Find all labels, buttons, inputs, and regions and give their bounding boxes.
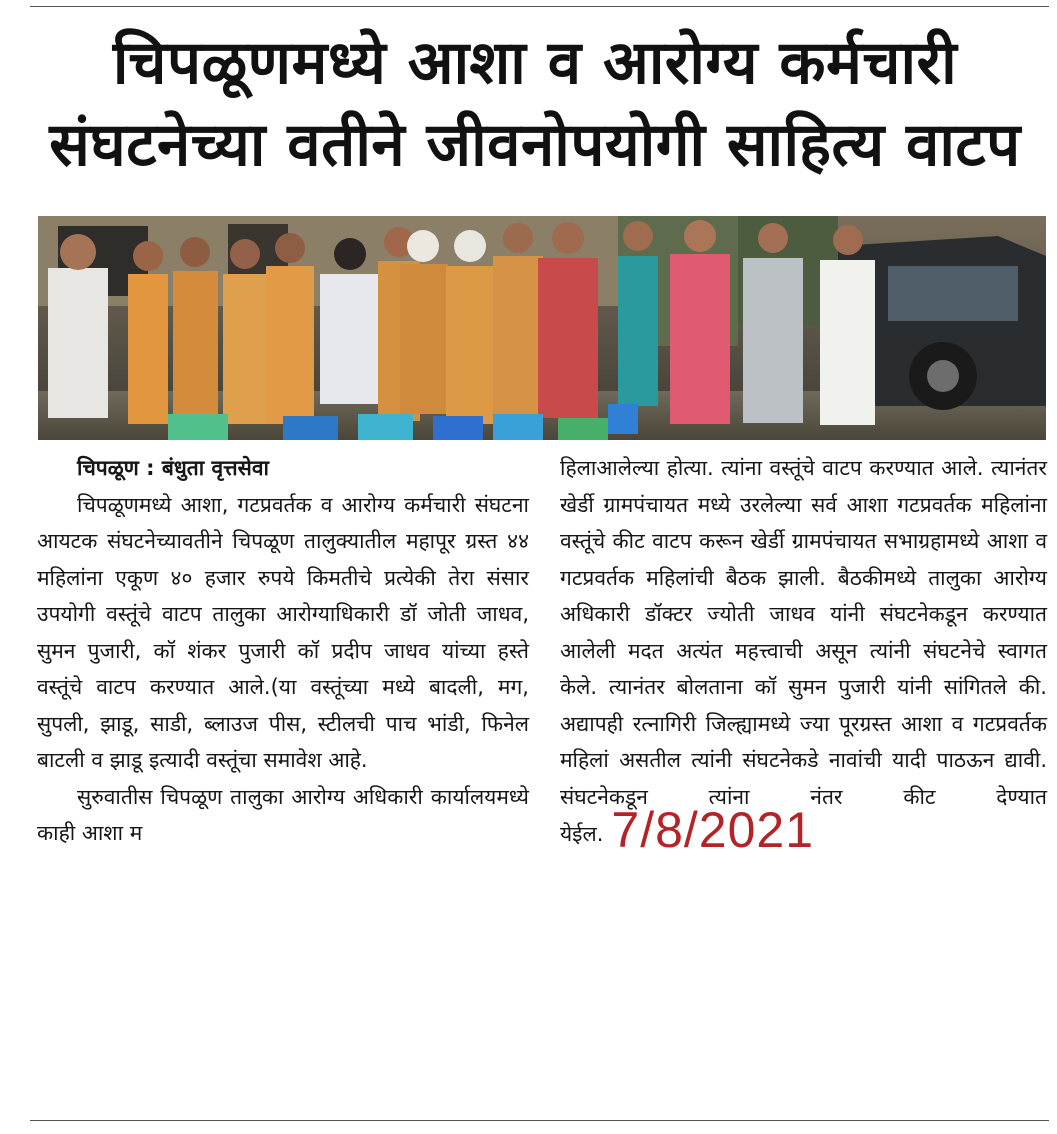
- group-photo: [38, 216, 1046, 440]
- article-dateline: चिपळूण : बंधुता वृत्तसेवा: [77, 456, 269, 480]
- article-column-left: [37, 450, 529, 852]
- bottom-rule: [30, 1120, 1049, 1121]
- article-paragraph-1: चिपळूणमध्ये आशा, गटप्रवर्तक व आरोग्य कर्मचारी संघटना आयटक संघटनेच्यावतीने चिपळूण तालुक्यातील महापूर ग्रस्त ४४ महिलांना एकूण ४० हजार रुपये किमतीचे प्रत्येकी तेरा संसार उपयोगी वस्तूंचे वाटप तालुका आरोग्याधिकारी डॉ जोती जाधव, सुमन पुजारी, कॉ शंकर पुजारी कॉ प्रदीप जाधव यांच्या हस्ते वस्तूंचे वाटप करण्यात आले.(या वस्तूंच्या मध्ये बादली, मग, सुपली, झाडू, साडी, ब्लाउज पीस, स्टीलची पाच भांडी, फिनेल बाटली व झाडू इत्यादी वस्तूंचा समावेश आहे.: [37, 492, 529, 772]
- article-paragraph-3: [560, 450, 1047, 858]
- group-photo-women-with-kits-icon: [38, 216, 1046, 440]
- headline-line-1: चिपळूणमध्ये आशा व आरोग्य कर्मचारी: [112, 28, 958, 98]
- article-paragraph-3-text: हिलाआलेल्या होत्या. त्यांना वस्तूंचे वाटप करण्यात आले. त्यानंतर खेर्डी ग्रामपंचायत मध्ये उरलेल्या सर्व आशा गटप्रवर्तक महिलांना वस्तूंचे कीट वाटप करून खेर्डी ग्रामपंचायत सभाग्रहामध्ये आशा व गटप्रवर्तक महिलांची बैठक झाली. बैठकीमध्ये तालुका आरोग्य अधिकारी डॉक्टर ज्योती जाधव यांनी संघटनेकडून करण्यात आलेली मदत अत्यंत महत्त्वाची असून त्यांनी संघटनेचे स्वागत केले. त्यानंतर बोलताना कॉ सुमन पुजारी यांनी सांगितले की. अद्यापही रत्नागिरी जिल्ह्यामध्ये ज्या पूरग्रस्त आशा व गटप्रवर्तक महिलां असतील त्यांनी संघटनेकडे नावांची यादी पाठऊन द्यावी. संघटनेकडून त्यांना नंतर कीट देण्यात येईल.: [560, 456, 1047, 846]
- top-rule: [30, 6, 1049, 7]
- date-stamp: 7/8/2021: [611, 802, 815, 858]
- headline-line-2: संघटनेच्या वतीने जीवनोपयोगी साहित्य वाटप: [49, 110, 1021, 180]
- article-column-right: [560, 450, 1047, 858]
- article-paragraph-2: सुरुवातीस चिपळूण तालुका आरोग्य अधिकारी कार्यालयमध्ये काही आशा म: [37, 784, 529, 845]
- headline: [20, 22, 1050, 186]
